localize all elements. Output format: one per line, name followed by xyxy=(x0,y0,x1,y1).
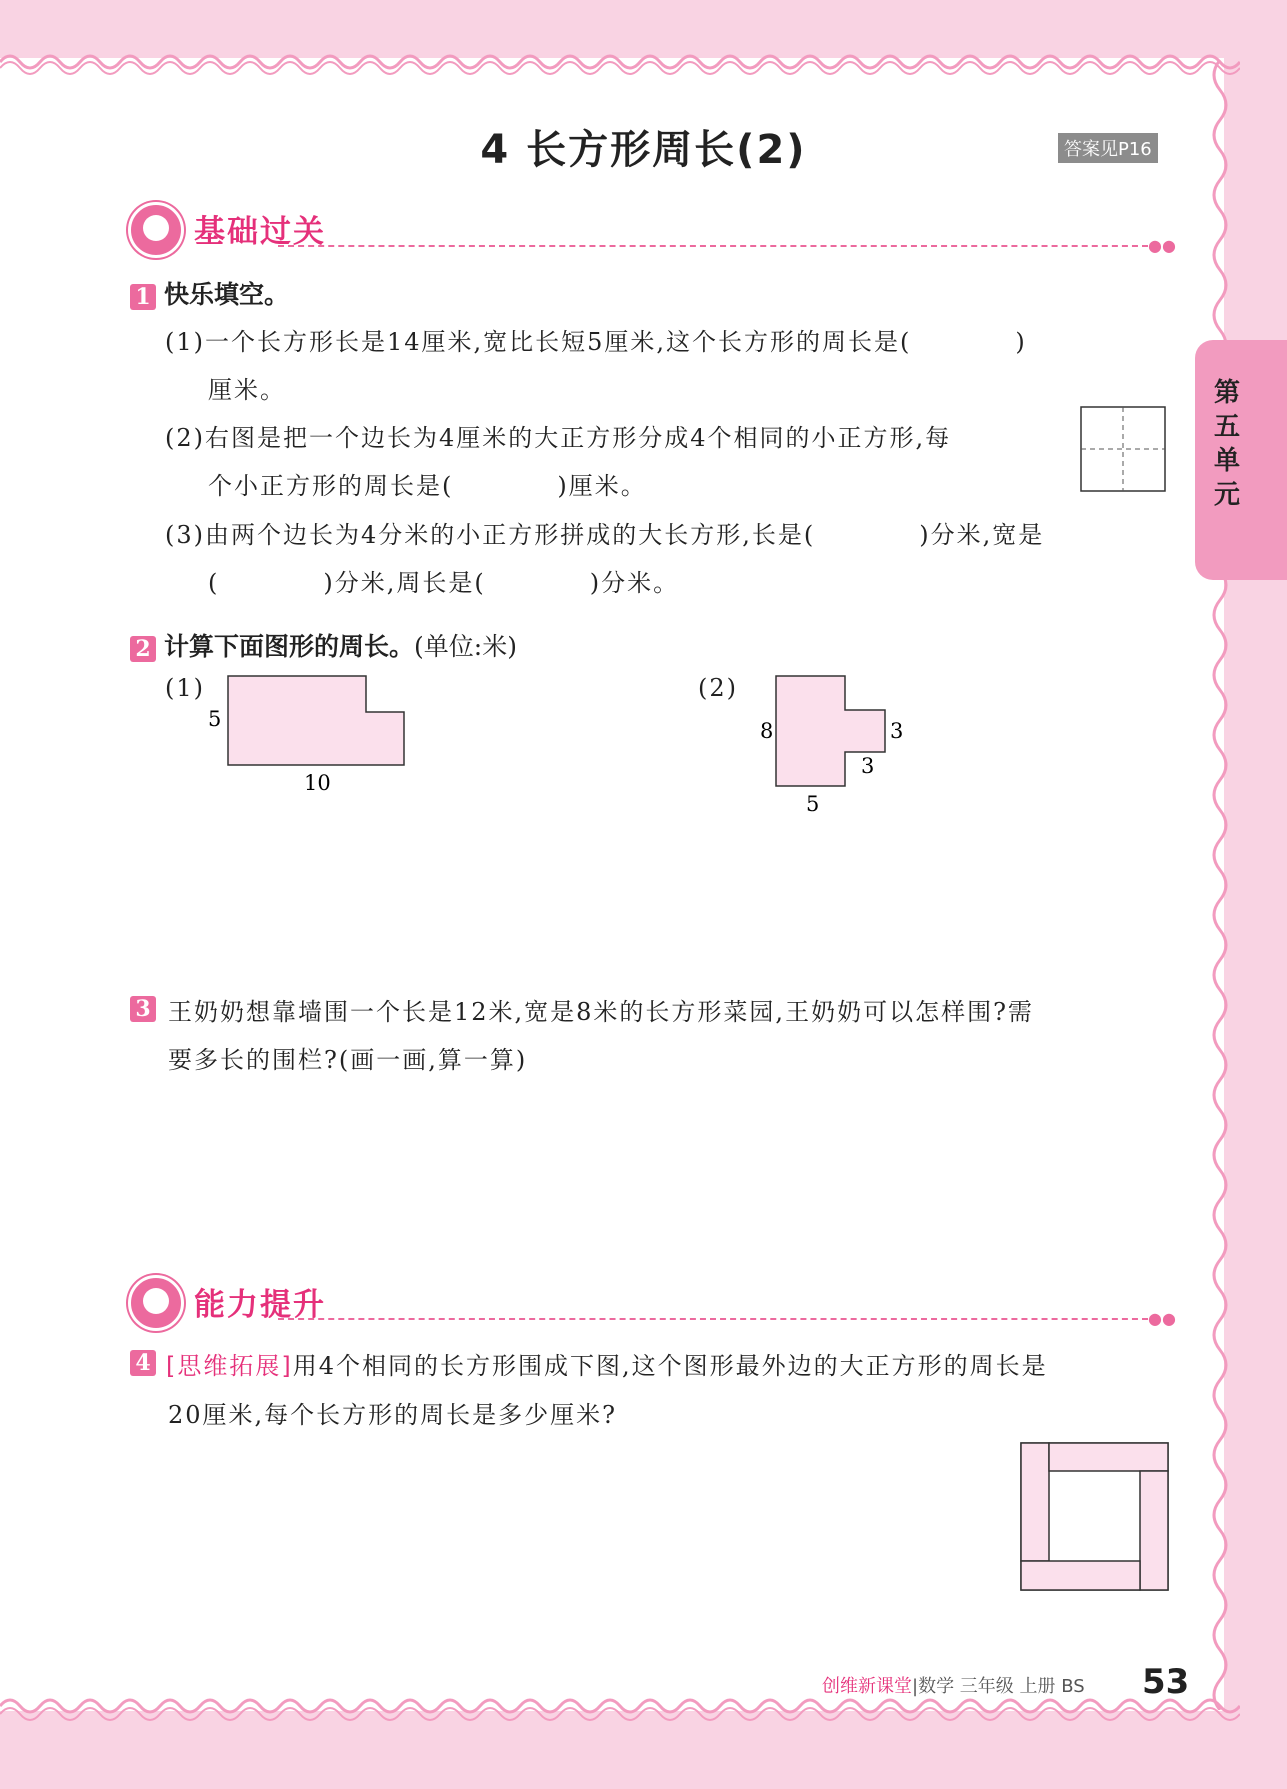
bottom-wave-border xyxy=(0,1696,1240,1728)
question-2-title: 计算下面图形的周长。 xyxy=(164,632,415,661)
unit-side-tab-label: 第五单元 xyxy=(1213,378,1240,510)
question-2-heading xyxy=(130,627,517,663)
section-divider xyxy=(278,245,1148,247)
q1-item1-line1: (1)一个长方形长是14厘米,宽比长短5厘米,这个长方形的周长是( ) xyxy=(165,328,1027,356)
section-header-basic xyxy=(128,202,1176,262)
question-number-badge: 2 xyxy=(130,636,156,662)
right-wave-border xyxy=(1206,60,1236,1710)
section-title-advanced: 能力提升 xyxy=(194,1287,326,1323)
divided-square-figure xyxy=(1080,406,1166,492)
q1-item3-line1: (3)由两个边长为4分米的小正方形拼成的大长方形,长是( )分米,宽是 xyxy=(165,521,1045,549)
top-wave-border xyxy=(0,46,1240,78)
section-divider xyxy=(278,1318,1148,1320)
fig1-height-label: 5 xyxy=(208,707,222,731)
question-2-unit: (单位:米) xyxy=(414,632,517,661)
q4-square-frame-figure xyxy=(1020,1442,1170,1592)
fig2-step-label: 3 xyxy=(861,754,875,778)
q1-item2-line1: (2)右图是把一个边长为4厘米的大正方形分成4个相同的小正方形,每 xyxy=(165,424,952,452)
fig2-left-label: 8 xyxy=(760,719,774,743)
q4-category-tag: [思维拓展] xyxy=(166,1352,293,1380)
fig2-bottom-label: 5 xyxy=(806,792,820,816)
footer-brand: 创维新课堂 xyxy=(822,1676,912,1697)
divider-dots-icon: ●● xyxy=(1148,1309,1176,1328)
page-title: 4 长方形周长(2) xyxy=(480,127,807,173)
footer-book-info: |数学 三年级 上册 BS xyxy=(912,1676,1085,1697)
question-1-heading xyxy=(130,275,289,311)
question-number-badge: 4 xyxy=(130,1350,156,1376)
q1-item2-line2: 个小正方形的周长是( )厘米。 xyxy=(208,472,647,500)
page-number: 53 xyxy=(1142,1662,1190,1702)
q3-line2: 要多长的围栏?(画一画,算一算) xyxy=(168,1046,528,1074)
q2-figure2 xyxy=(750,670,920,820)
question-1-title: 快乐填空。 xyxy=(164,280,290,309)
mascot-icon xyxy=(128,202,184,258)
answer-reference-badge: 答案见P16 xyxy=(1058,133,1158,163)
mascot-icon xyxy=(128,1275,184,1331)
q2-figure1-label: (1) xyxy=(165,674,205,702)
unit-side-tab xyxy=(1195,340,1287,580)
section-header-advanced xyxy=(128,1275,1176,1335)
section-title-basic: 基础过关 xyxy=(194,214,326,250)
question-4-heading xyxy=(130,1346,164,1376)
question-3-heading xyxy=(130,992,164,1022)
q1-item1-line2: 厘米。 xyxy=(208,376,286,404)
footer-info xyxy=(822,1672,1085,1698)
q3-line1: 王奶奶想靠墙围一个长是12米,宽是8米的长方形菜园,王奶奶可以怎样围?需 xyxy=(168,998,1034,1026)
fig2-right-label: 3 xyxy=(890,719,904,743)
q2-figure2-label: (2) xyxy=(698,674,738,702)
question-number-badge: 1 xyxy=(130,284,156,310)
fig1-bottom-label: 10 xyxy=(304,771,331,795)
q4-line1 xyxy=(166,1346,1048,1381)
q2-figure1 xyxy=(200,670,420,800)
q1-item3-line2: ( )分米,周长是( )分米。 xyxy=(208,569,680,597)
question-number-badge: 3 xyxy=(130,996,156,1022)
q4-line2: 20厘米,每个长方形的周长是多少厘米? xyxy=(168,1401,618,1429)
divider-dots-icon: ●● xyxy=(1148,236,1176,255)
q4-line1-text: 用4个相同的长方形围成下图,这个图形最外边的大正方形的周长是 xyxy=(292,1352,1048,1380)
